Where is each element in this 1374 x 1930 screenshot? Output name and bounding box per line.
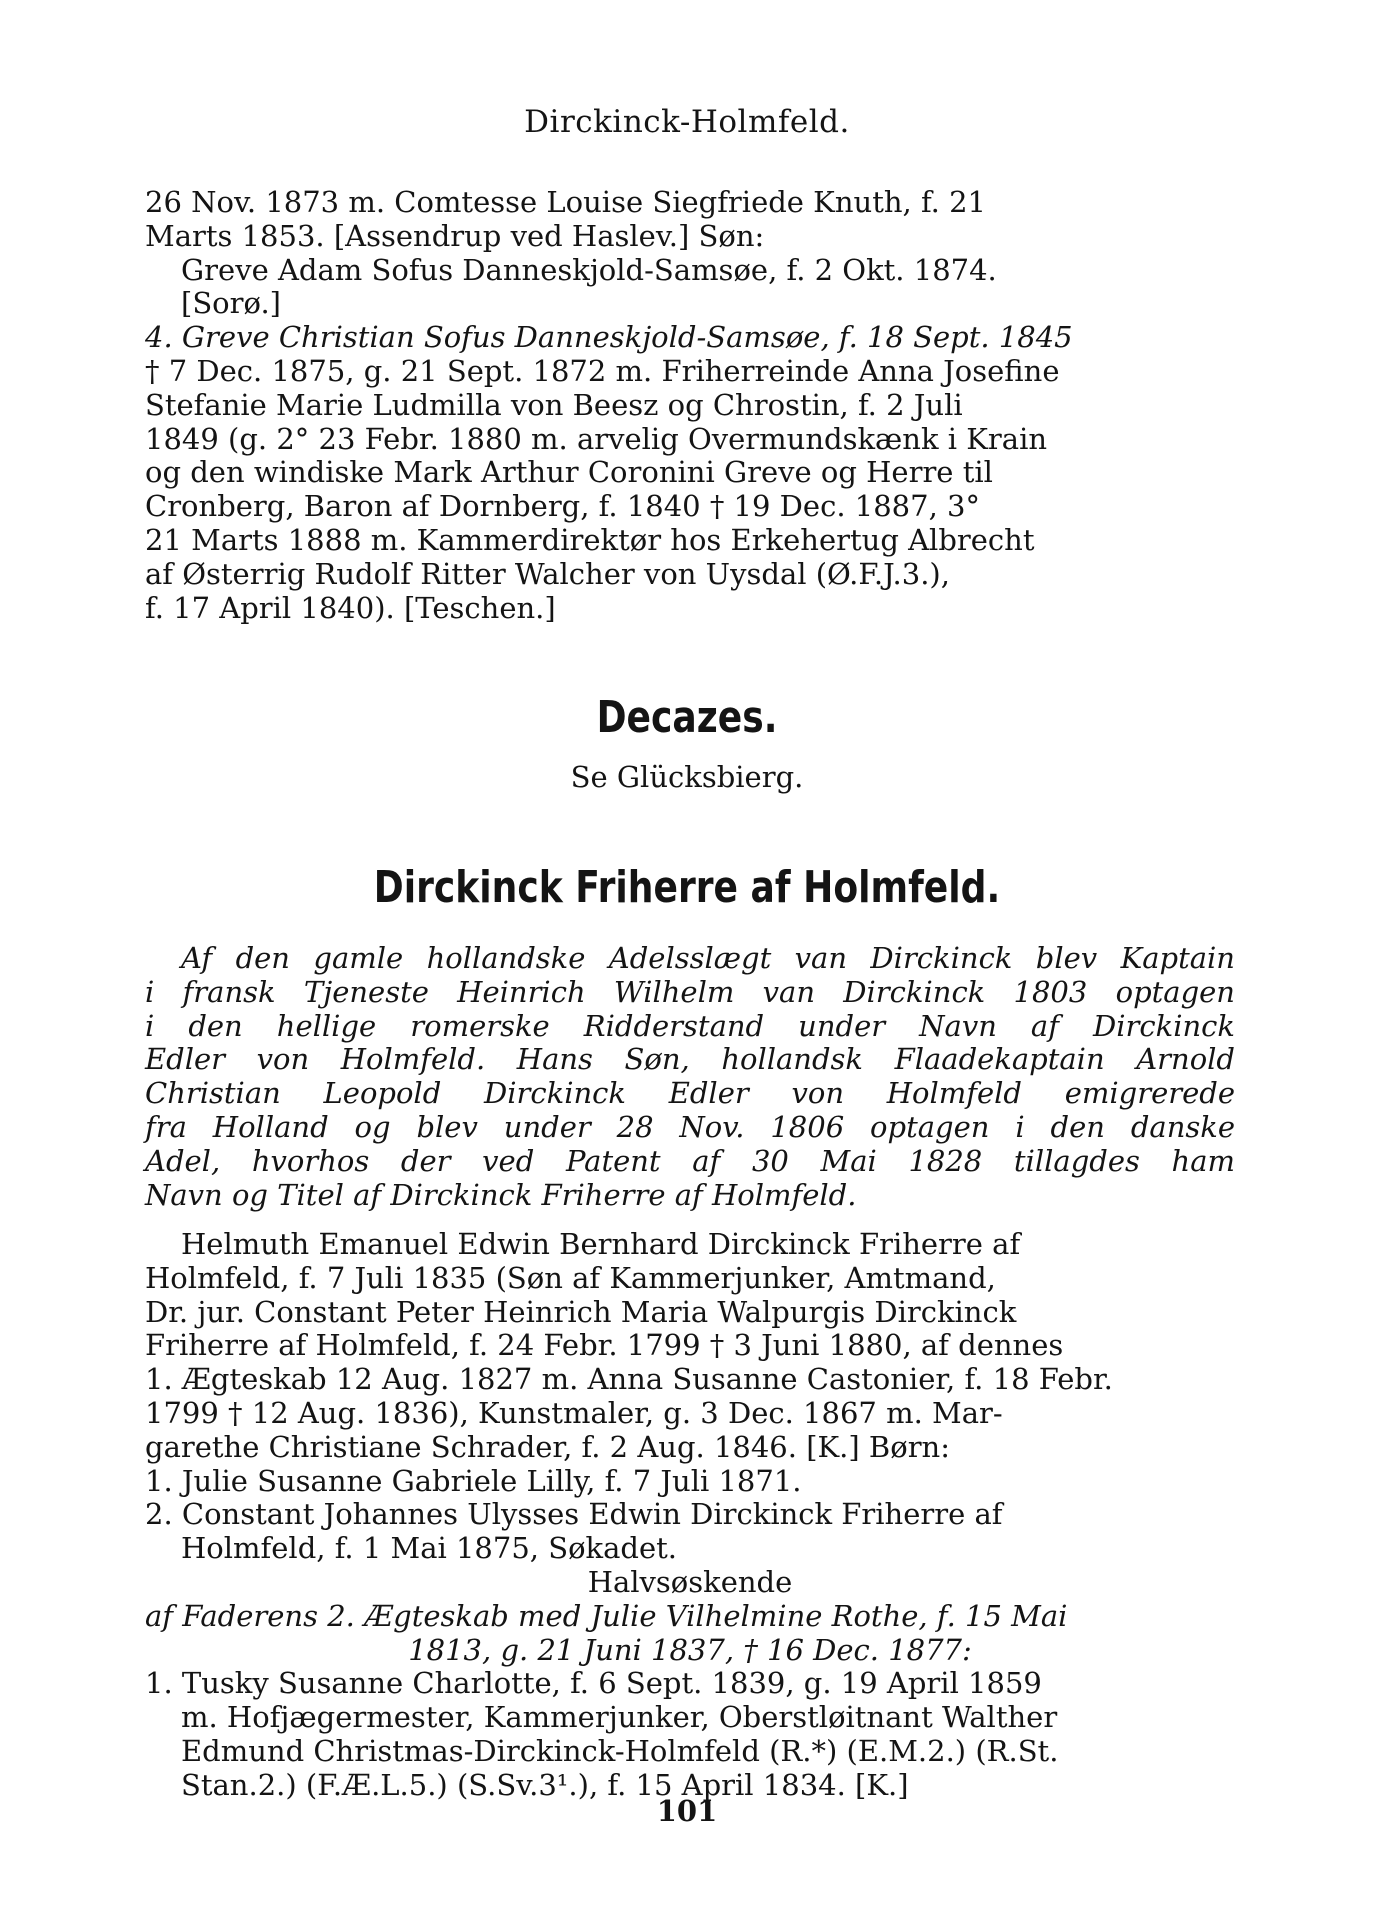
text-line: Navn og Titel af Dirckinck Friherre af Holmfeld. xyxy=(145,1177,857,1212)
text-line: 1813, g. 21 Juni 1837, † 16 Dec. 1877: xyxy=(408,1632,972,1667)
text-line: Holmfeld, f. 7 Juli 1835 (Søn af Kammerjunker, Amtmand, xyxy=(145,1260,996,1295)
text-line: Adel, hvorhos der ved Patent af 30 Mai 1828 tillagdes ham xyxy=(145,1143,1235,1178)
text-line: Edler von Holmfeld. Hans Søn, hollandsk Flaadekaptain Arnold xyxy=(145,1042,1235,1077)
running-header: Dirckinck-Holmfeld. xyxy=(524,104,850,140)
family-intro xyxy=(145,942,1235,1212)
text-line: af Faderens 2. Ægteskab med Julie Vilhelmine Rothe, f. 15 Mai xyxy=(145,1598,1068,1633)
text-line: Greve Adam Sofus Danneskjold-Samsøe, f. 2 Okt. 1874. xyxy=(181,252,997,287)
child-entry: 1. Julie Susanne Gabriele Lilly, f. 7 Juli 1871. xyxy=(145,1463,802,1498)
child-entry: 1. Tusky Susanne Charlotte, f. 6 Sept. 1839, g. 19 April 1859 xyxy=(145,1666,1042,1701)
text-line: 4. Greve Christian Sofus Danneskjold-Samsøe, f. 18 Sept. 1845 xyxy=(145,320,1073,355)
text-line: Friherre af Holmfeld, f. 24 Febr. 1799 † 3 Juni 1880, af dennes xyxy=(145,1328,1064,1363)
text-line: Af den gamle hollandske Adelsslægt van Dirckinck blev Kaptain xyxy=(181,941,1235,975)
child-entry: 2. Constant Johannes Ulysses Edwin Dirckinck Friherre af xyxy=(145,1497,1003,1532)
continuation-block xyxy=(145,186,1235,625)
text-line: Holmfeld, f. 1 Mai 1875, Søkadet. xyxy=(181,1531,678,1566)
text-line: m. Hofjægermester, Kammerjunker, Oberstløitnant Walther xyxy=(181,1700,1058,1735)
text-line: i den hellige romerske Ridderstand under Navn af Dirckinck xyxy=(145,1008,1235,1043)
text-line: Stan.2.) (F.Æ.L.5.) (S.Sv.3¹.), f. 15 April 1834. [K.] xyxy=(181,1767,909,1802)
text-line: i fransk Tjeneste Heinrich Wilhelm van Dirckinck 1803 optagen xyxy=(145,974,1235,1009)
text-line: † 7 Dec. 1875, g. 21 Sept. 1872 m. Friherreinde Anna Josefine xyxy=(145,353,1060,388)
text-line: 1849 (g. 2° 23 Febr. 1880 m. arvelig Overmundskænk i Krain xyxy=(145,421,1048,456)
text-line: 26 Nov. 1873 m. Comtesse Louise Siegfriede Knuth, f. 21 xyxy=(145,185,986,219)
cross-reference: Se Glücksbierg. xyxy=(570,760,804,794)
page-number: 101 xyxy=(656,1794,718,1828)
text-line: af Østerrig Rudolf Ritter Walcher von Uysdal (Ø.F.J.3.), xyxy=(145,556,950,591)
section-heading-dirckinck: Dirckinck Friherre af Holmfeld. xyxy=(373,862,1001,913)
section-heading-decazes: Decazes. xyxy=(596,692,778,743)
text-line: Helmuth Emanuel Edwin Bernhard Dirckinck Friherre af xyxy=(181,1227,1021,1261)
text-line: Edmund Christmas-Dirckinck-Holmfeld (R.*) (E.M.2.) (R.St. xyxy=(181,1733,1059,1768)
text-line: [Sorø.] xyxy=(181,286,281,321)
text-line: Christian Leopold Dirckinck Edler von Holmfeld emigrerede xyxy=(145,1076,1235,1111)
main-entry xyxy=(145,1228,1235,1803)
text-line: 1. Ægteskab 12 Aug. 1827 m. Anna Susanne Castonier, f. 18 Febr. xyxy=(145,1362,1113,1397)
text-line: Cronberg, Baron af Dornberg, f. 1840 † 19 Dec. 1887, 3° xyxy=(145,489,980,524)
text-line: Dr. jur. Constant Peter Heinrich Maria Walpurgis Dirckinck xyxy=(145,1294,1017,1329)
text-line: fra Holland og blev under 28 Nov. 1806 optagen i den danske xyxy=(145,1109,1235,1144)
text-line: garethe Christiane Schrader, f. 2 Aug. 1846. [K.] Børn: xyxy=(145,1429,951,1464)
text-line: f. 17 April 1840). [Teschen.] xyxy=(145,590,556,625)
text-line: 21 Marts 1888 m. Kammerdirektør hos Erkehertug Albrecht xyxy=(145,522,1035,557)
text-line: Stefanie Marie Ludmilla von Beesz og Chrostin, f. 2 Juli xyxy=(145,387,963,422)
text-line: 1799 † 12 Aug. 1836), Kunstmaler, g. 3 Dec. 1867 m. Mar- xyxy=(145,1395,1003,1430)
text-line: Marts 1853. [Assendrup ved Haslev.] Søn: xyxy=(145,218,765,253)
text-line: og den windiske Mark Arthur Coronini Greve og Herre til xyxy=(145,455,993,490)
half-siblings-label: Halvsøskende xyxy=(587,1564,793,1599)
